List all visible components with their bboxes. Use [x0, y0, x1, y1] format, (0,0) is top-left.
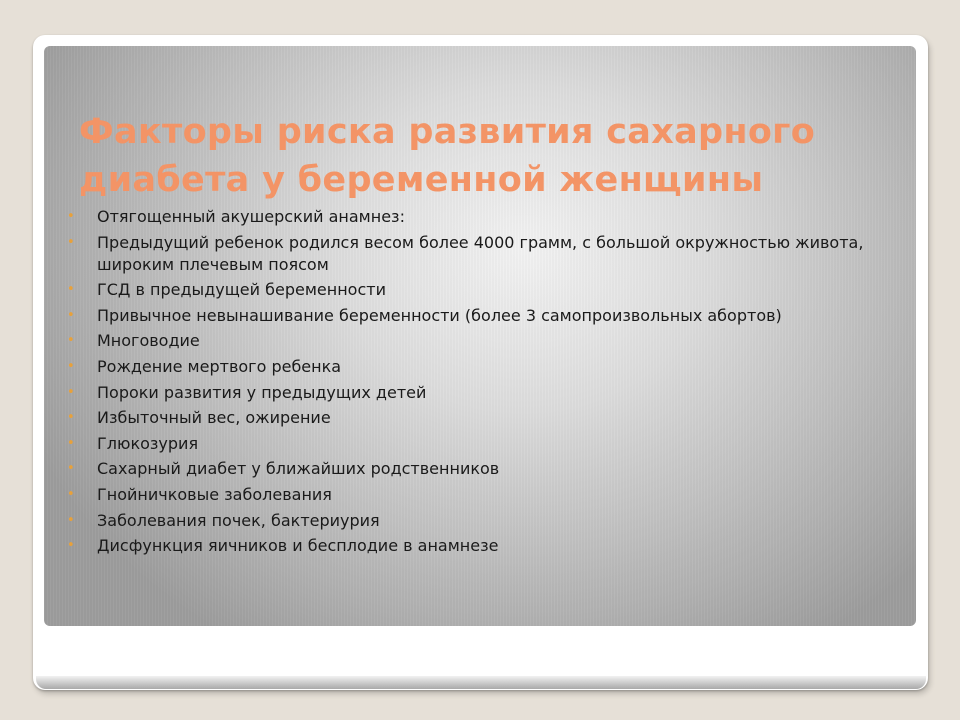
bullet-item	[67, 356, 912, 378]
bullet-icon: •	[67, 282, 75, 298]
bullet-text: Гнойничковые заболевания	[97, 484, 332, 504]
bullet-icon: •	[67, 384, 75, 400]
bullet-text: Рождение мертвого ребенка	[97, 356, 342, 376]
bullet-text: Отягощенный акушерский анамнез:	[97, 207, 405, 226]
bullet-icon: •	[67, 410, 75, 426]
bullet-text: Заболевания почек, бактериурия	[97, 510, 380, 530]
bullet-text: Предыдущий ребенок родился весом более 4000 грамм, с большой окружностью живота, широким плечевым поясом	[97, 232, 864, 274]
slide-title: Факторы риска развития сахарного диабета у беременной женщины	[79, 112, 816, 200]
bullet-item	[67, 535, 912, 557]
bullet-icon: •	[67, 435, 75, 451]
bullet-item	[67, 510, 912, 532]
bullet-text: Сахарный диабет у ближайших родственников	[97, 459, 500, 479]
bullet-item	[67, 458, 912, 480]
bullet-text: Избыточный вес, ожирение	[97, 408, 331, 428]
bullet-icon: •	[67, 358, 75, 374]
bullet-item	[67, 433, 912, 455]
bullet-icon: •	[67, 234, 75, 250]
bullet-item	[67, 232, 912, 276]
bullet-text: Глюкозурия	[97, 433, 199, 453]
bullet-text: ГСД в предыдущей беременности	[97, 280, 386, 300]
bullet-icon: •	[67, 209, 75, 224]
bullet-item	[67, 382, 912, 404]
bullet-icon: •	[67, 486, 75, 502]
bullet-item	[67, 305, 912, 327]
bullet-item	[67, 407, 912, 429]
bullet-item	[67, 330, 912, 352]
slide-canvas	[44, 46, 916, 626]
bullet-text: Многоводие	[97, 331, 200, 351]
bullet-icon: •	[67, 333, 75, 349]
bullet-icon: •	[67, 538, 75, 554]
slide-frame-shadow	[36, 676, 926, 689]
bullet-icon: •	[67, 307, 75, 323]
bullet-icon: •	[67, 461, 75, 477]
bullet-text: Привычное невынашивание беременности (более 3 самопроизвольных абортов)	[97, 305, 782, 325]
bullet-item	[67, 206, 912, 228]
bullet-list	[67, 206, 912, 561]
bullet-item	[67, 279, 912, 301]
bullet-item	[67, 484, 912, 506]
bullet-text: Дисфункция яичников и бесплодие в анамнезе	[97, 536, 499, 556]
bullet-icon: •	[67, 512, 75, 528]
bullet-text: Пороки развития у предыдущих детей	[97, 382, 427, 402]
